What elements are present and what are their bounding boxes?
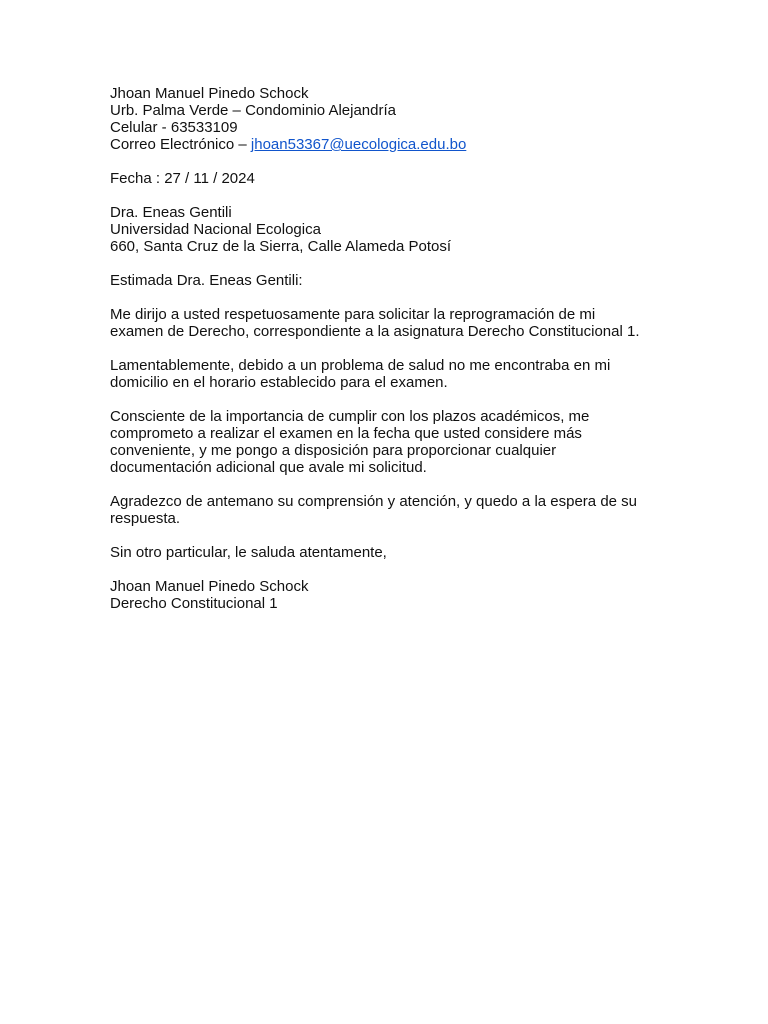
body-paragraph-4 — [110, 493, 670, 527]
paragraph-line: Consciente de la importancia de cumplir con los plazos académicos, me — [110, 408, 590, 425]
paragraph-line: examen de Derecho, correspondiente a la asignatura Derecho Constitucional 1. — [110, 323, 640, 340]
sender-address: Urb. Palma Verde – Condominio Alejandría — [110, 102, 396, 119]
recipient-name: Dra. Eneas Gentili — [110, 204, 232, 221]
recipient-block — [110, 204, 670, 255]
salutation: Estimada Dra. Eneas Gentili: — [110, 272, 303, 289]
paragraph-line: Agradezco de antemano su comprensión y atención, y quedo a la espera de su — [110, 493, 638, 510]
signature-block — [110, 578, 670, 612]
letter-body — [110, 85, 670, 629]
body-paragraph-3 — [110, 408, 670, 476]
signature-name: Jhoan Manuel Pinedo Schock — [110, 578, 309, 595]
closing-block — [110, 544, 670, 561]
paragraph-line: Me dirijo a usted respetuosamente para solicitar la reprogramación de mi — [110, 306, 596, 323]
paragraph-line: comprometo a realizar el examen en la fecha que usted considere más — [110, 425, 582, 442]
salutation-block — [110, 272, 670, 289]
body-paragraph-2 — [110, 357, 670, 391]
closing-line: Sin otro particular, le saluda atentamente, — [110, 544, 387, 561]
letter-date: Fecha : 27 / 11 / 2024 — [110, 170, 255, 187]
signature-subject: Derecho Constitucional 1 — [110, 595, 278, 612]
sender-name: Jhoan Manuel Pinedo Schock — [110, 85, 309, 102]
recipient-institution: Universidad Nacional Ecologica — [110, 221, 321, 238]
paragraph-line: documentación adicional que avale mi solicitud. — [110, 459, 427, 476]
sender-email-link[interactable]: jhoan53367@uecologica.edu.bo — [250, 136, 467, 153]
paragraph-line: respuesta. — [110, 510, 181, 527]
paragraph-line: Lamentablemente, debido a un problema de salud no me encontraba en mi — [110, 357, 611, 374]
recipient-address: 660, Santa Cruz de la Sierra, Calle Alameda Potosí — [110, 238, 452, 255]
sender-phone: Celular - 63533109 — [110, 119, 238, 136]
sender-block — [110, 85, 670, 153]
sender-email-label: Correo Electrónico – — [110, 136, 251, 153]
date-block — [110, 170, 670, 187]
paragraph-line: domicilio en el horario establecido para el examen. — [110, 374, 448, 391]
sender-email-line — [110, 136, 670, 153]
body-paragraph-1 — [110, 306, 670, 340]
paragraph-line: conveniente, y me pongo a disposición para proporcionar cualquier — [110, 442, 557, 459]
